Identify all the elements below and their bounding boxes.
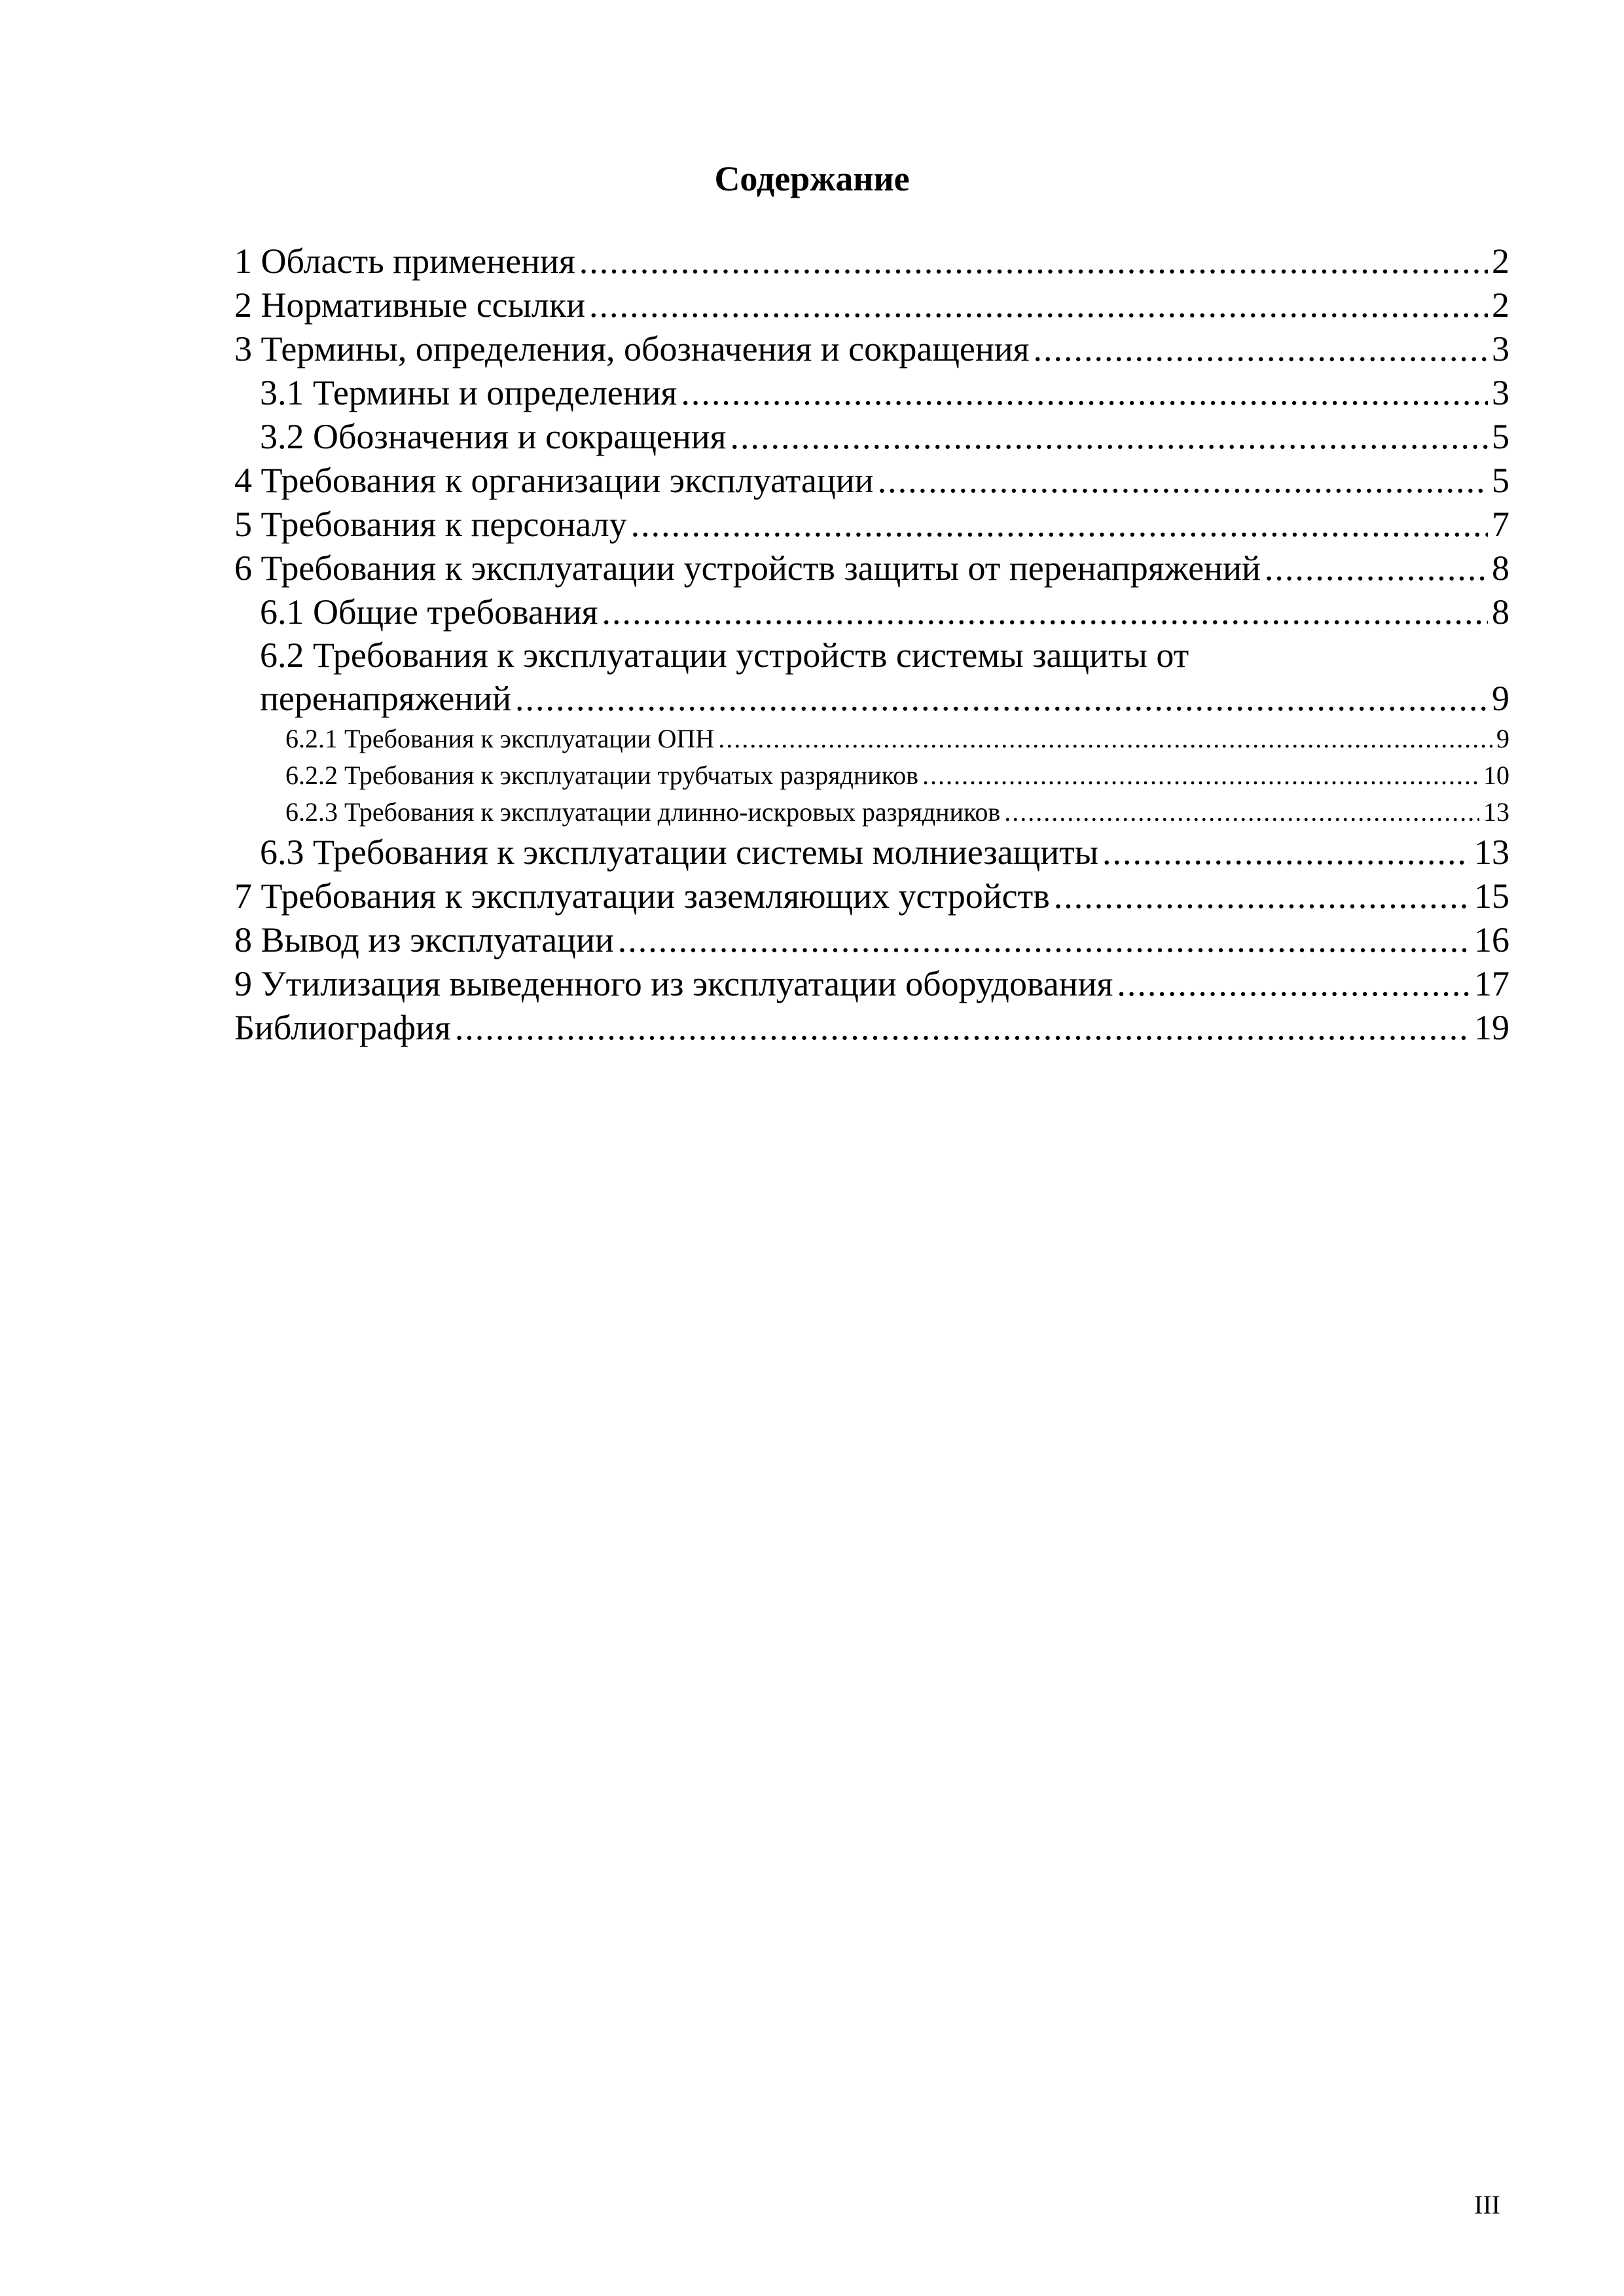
toc-dot-leader [731,415,1488,459]
toc-entry-page: 2 [1492,285,1509,325]
toc-entry-3-2[interactable] [234,415,1509,459]
toc-entry-8[interactable] [234,918,1509,962]
toc-entry-9[interactable] [234,962,1509,1006]
toc-entry-title: 7 Требования к эксплуатации заземляющих устройств [234,876,1050,916]
toc-entry-5[interactable] [234,503,1509,547]
toc-entry-page: 5 [1492,417,1509,456]
toc-dot-leader [1054,874,1470,918]
toc-entry-page: 19 [1474,1008,1509,1047]
page-title: Содержание [714,159,910,198]
toc-entry-page: 2 [1492,242,1509,281]
toc-dot-leader [631,503,1488,547]
toc-entry-title: 6.1 Общие требования [260,592,598,632]
toc-dot-leader [579,240,1488,283]
toc-entry-title: 6.2.2 Требования к эксплуатации трубчатых разрядников [285,761,918,790]
toc-entry-page: 17 [1474,964,1509,1003]
toc-entry-title: 4 Требования к организации эксплуатации [234,461,874,500]
toc-entry-6-2-line-2[interactable] [234,677,1509,721]
toc-dot-leader [1265,547,1488,590]
toc-entry-page: 15 [1474,876,1509,916]
toc-entry-title: 2 Нормативные ссылки [234,285,585,325]
toc-entry-title: 9 Утилизация выведенного из эксплуатации оборудования [234,964,1113,1003]
toc-entry-page: 7 [1492,505,1509,544]
toc-entry-1[interactable] [234,240,1509,283]
toc-entry-3-1[interactable] [234,371,1509,415]
toc-entry-6-2-line-1[interactable] [234,634,1509,677]
toc-dot-leader [455,1006,1470,1050]
toc-entry-page: 13 [1474,833,1509,872]
toc-entry-6-1[interactable] [234,590,1509,634]
toc-entry-6-3[interactable] [234,831,1509,874]
toc-dot-leader [589,283,1488,327]
table-of-contents [234,240,1509,1050]
toc-entry-title: 6 Требования к эксплуатации устройств защиты от перенапряжений [234,548,1261,588]
toc-entry-page: 13 [1483,797,1509,827]
toc-entry-title: 3.2 Обозначения и сокращения [260,417,727,456]
toc-entry-page: 9 [1492,679,1509,718]
toc-entry-title: 6.2.3 Требования к эксплуатации длинно-искровых разрядников [285,797,1001,827]
toc-entry-page: 10 [1483,761,1509,790]
toc-entry-title: Библиография [234,1008,451,1047]
toc-entry-title: 8 Вывод из эксплуатации [234,920,614,960]
toc-dot-leader [618,918,1470,962]
toc-entry-title: 1 Область применения [234,242,575,281]
toc-entry-7[interactable] [234,874,1509,918]
toc-entry-page: 8 [1492,548,1509,588]
toc-entry-6-2-2[interactable] [234,757,1509,794]
toc-entry-6-2-1[interactable] [234,721,1509,757]
toc-dot-leader [602,590,1488,634]
toc-dot-leader [515,677,1488,721]
page-number: III [1474,2190,1500,2219]
toc-entry-6-2-3[interactable] [234,794,1509,831]
toc-entry-title: 6.2.1 Требования к эксплуатации ОПН [285,724,715,753]
toc-entry-3[interactable] [234,327,1509,371]
toc-entry-bibliography[interactable] [234,1006,1509,1050]
toc-entry-page: 16 [1474,920,1509,960]
toc-dot-leader [1034,327,1489,371]
toc-entry-title: 5 Требования к персоналу [234,505,627,544]
toc-dot-leader [878,459,1488,503]
toc-entry-page: 5 [1492,461,1509,500]
toc-dot-leader [718,721,1492,757]
toc-entry-title-continuation: перенапряжений [260,679,511,718]
toc-dot-leader [681,371,1488,415]
toc-entry-2[interactable] [234,283,1509,327]
toc-entry-4[interactable] [234,459,1509,503]
toc-dot-leader [1117,962,1470,1006]
toc-entry-6[interactable] [234,547,1509,590]
toc-entry-page: 8 [1492,592,1509,632]
toc-entry-title: 6.2 Требования к эксплуатации устройств системы защиты от [260,636,1189,675]
toc-entry-page: 3 [1492,329,1509,368]
toc-entry-page: 3 [1492,373,1509,412]
toc-dot-leader [922,757,1479,794]
toc-entry-title: 3 Термины, определения, обозначения и сокращения [234,329,1030,368]
toc-entry-page: 9 [1496,724,1509,753]
toc-entry-title: 6.3 Требования к эксплуатации системы молниезащиты [260,833,1098,872]
toc-dot-leader [1004,794,1479,831]
toc-entry-title: 3.1 Термины и определения [260,373,677,412]
toc-dot-leader [1102,831,1470,874]
